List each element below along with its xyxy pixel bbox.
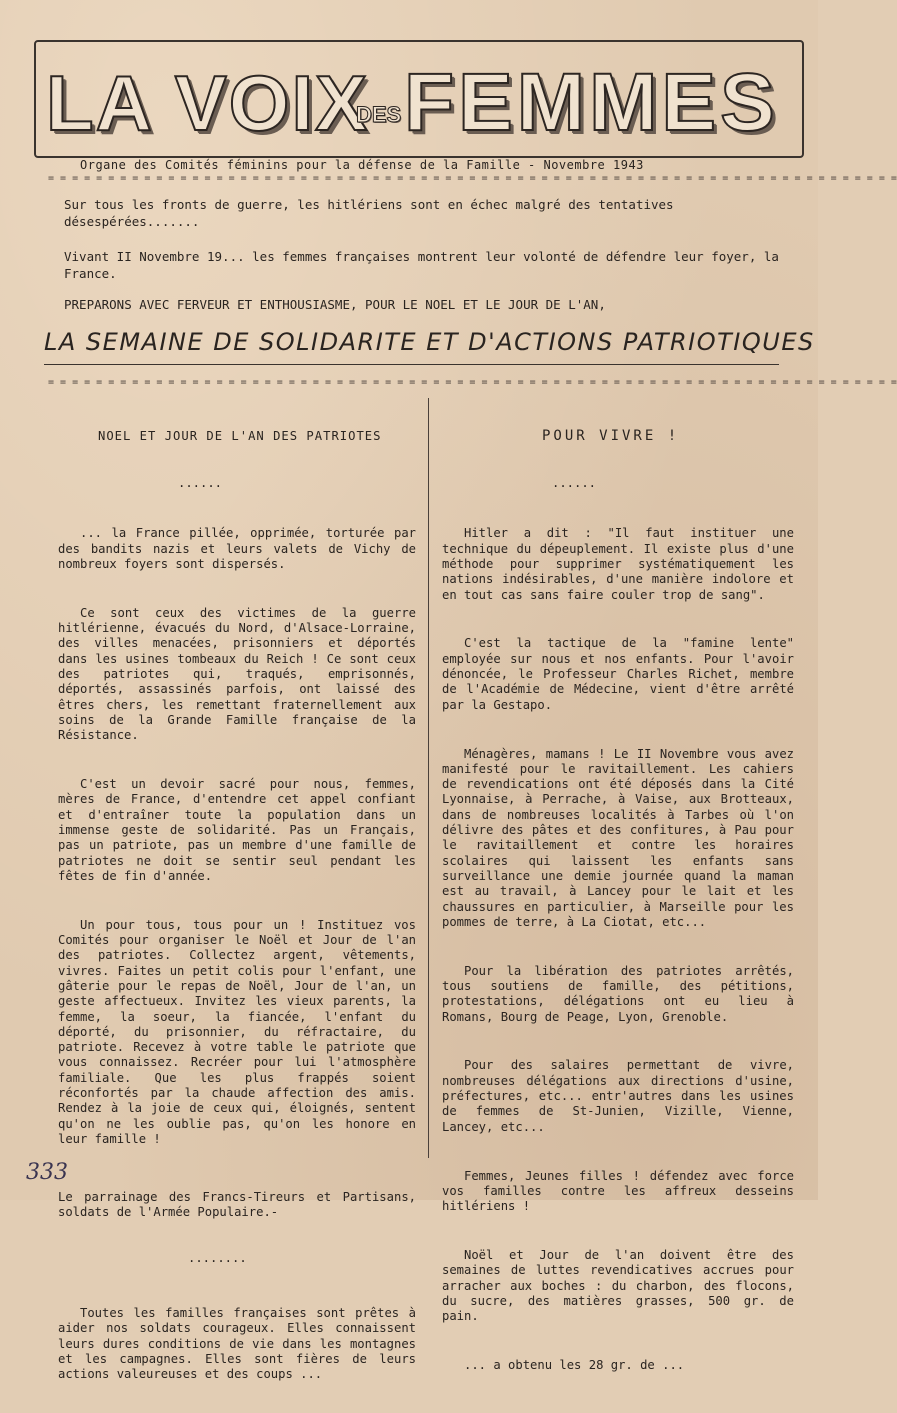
headline-underline	[44, 364, 779, 365]
rule-top: = = = = = = = = = = = = = = = = = = = = = = = = = = = = = = = = = = = = = = = = = = = = = = = = = = = = = = = = = = = = = = = = = = = = = = =	[48, 173, 897, 184]
masthead	[34, 40, 804, 158]
right-paragraph-6: Femmes, Jeunes filles ! défendez avec force vos familles contre les affreux desseins hitlériens !	[442, 1168, 802, 1214]
left-paragraph-5: Toutes les familles françaises sont prêtes à aider nos soldats courageux. Elles connaissent leurs dures conditions de vie dans les montagnes et les campagnes. Elles sont fières de leurs actions valeureuses et des coups ...	[58, 1305, 424, 1382]
headline: LA SEMAINE DE SOLIDARITE ET D'ACTIONS PATRIOTIQUES	[44, 328, 815, 356]
masthead-word-la-voix: LA VOIX	[46, 59, 370, 147]
left-column-heading: NOEL ET JOUR DE L'AN DES PATRIOTES	[98, 428, 382, 443]
right-paragraph-5: Pour des salaires permettant de vivre, nombreuses délégations aux directions d'usine, préfectures, etc... entr'autres dans les usines de femmes de St-Junien, Vizille, Vienne, Lancey, etc...	[442, 1058, 802, 1134]
left-paragraph-4: Un pour tous, tous pour un ! Instituez vos Comités pour organiser le Noël et Jour de l'an des patriotes. Collectez argent, vêtements, vivres. Faites un petit colis pour l'enfant, une gâterie pour le repas de Noël, Jour de l'an, un geste affectueux. Invitez les vieux parents, la femme, la soeur, la fiancée, l'enfant du déporté, du prisonnier, du réfractaire, du patriote. Recevez à votre table le patriote que vous connaissez. Recréer pour lui l'atmosphère familiale. Que les plus frappés soient réconfortés par la chaude affection des amis. Rendez à la joie de ceux qui, éloignés, sentent qu'on ne les oublie pas, qu'on les honore en leur famille !	[58, 917, 424, 1146]
right-column-dots: ......	[552, 476, 597, 491]
right-paragraph-7: Noël et Jour de l'an doivent être des semaines de luttes revendicatives accrues pour arracher aux boches : du charbon, des flocons, du sucre, des matières grasses, 500 gr. de pain.	[442, 1248, 802, 1324]
left-section-dots: ........	[188, 1251, 247, 1266]
left-paragraph-2: Ce sont ceux des victimes de la guerre hitlérienne, évacués du Nord, d'Alsace-Lorraine, des villes menacées, prisonniers et déportés dans les usines tombeaux du Reich ! Ce sont ceux des patriotes qui, traqués, emprisonnés, déportés, assassinés parfois, ont laissé des êtres chers, les remettant fraternellement aux soins de la Grande Famille française de la Résistance.	[58, 605, 424, 743]
subtitle: Organe des Comités féminins pour la défense de la Famille - Novembre 1943	[80, 158, 644, 172]
left-paragraph-1: ... la France pillée, opprimée, torturée par des bandits nazis et leurs valets de Vichy de nombreux foyers sont dispersés.	[58, 526, 424, 571]
intro-paragraph-1: Sur tous les fronts de guerre, les hitlériens sont en échec malgré des tentatives désespérées.......	[64, 197, 674, 229]
intro-call-to-action: PREPARONS AVEC FERVEUR ET ENTHOUSIASME, POUR LE NOEL ET LE JOUR DE L'AN,	[64, 297, 606, 312]
right-paragraph-2: C'est la tactique de la "famine lente" employée sur nous et nos enfants. Pour l'avoir dénoncée, le Professeur Charles Richet, membre de l'Académie de Médecine, vient d'être arrêté par la Gestapo.	[442, 636, 802, 712]
right-paragraph-8: ... a obtenu les 28 gr. de ...	[464, 1358, 685, 1373]
left-section-title: Le parrainage des Francs-Tireurs et Partisans, soldats de l'Armée Populaire.-	[58, 1189, 424, 1220]
masthead-word-femmes: FEMMES	[404, 57, 779, 148]
right-paragraph-1: Hitler a dit : "Il faut instituer une technique du dépeuplement. Il existe plus d'une méthode pour supprimer systématiquement les nations indésirables, d'une manière indolore et en tout cas sans faire couler trop de sang".	[442, 526, 802, 602]
left-column	[58, 398, 424, 1413]
intro-paragraph-2: Vivant II Novembre 19... les femmes françaises montrent leur volonté de défendre leur foyer, la France.	[64, 249, 779, 281]
masthead-word-des: DES	[356, 102, 402, 127]
right-column-heading: POUR VIVRE !	[542, 427, 680, 444]
left-column-dots: ......	[178, 476, 223, 491]
right-paragraph-4: Pour la libération des patriotes arrêtés, tous soutiens de famille, des pétitions, protestations, délégations ont eu lieu à Romans, Bourg de Peage, Lyon, Grenoble.	[442, 963, 802, 1024]
handwritten-page-number: 333	[26, 1160, 68, 1185]
left-paragraph-3: C'est un devoir sacré pour nous, femmes, mères de France, d'entendre cet appel confiant et d'entraîner toute la population dans un immense geste de solidarité. Pas un Français, pas un patriote, pas un membre d'une famille de patriotes ne doit se sentir seul pendant les fêtes de fin d'année.	[58, 777, 424, 883]
rule-middle: = = = = = = = = = = = = = = = = = = = = = = = = = = = = = = = = = = = = = = = = = = = = = = = = = = = = = = = = = = = = = = = = = = = = = = =	[48, 377, 897, 388]
column-divider	[428, 398, 429, 1158]
right-column	[442, 398, 802, 1404]
right-paragraph-3: Ménagères, mamans ! Le II Novembre vous avez manifesté pour le ravitaillement. Les cahiers de revendications ont été déposés dans la Cité Lyonnaise, à Perrache, à Vaise, aux Brotteaux, dans de nombreuses localités à Tarbes où l'on délivre des pâtes et des confitures, à Pau pour le ravitaillement et contre les horaires scolaires qui laissent les enfants sans surveillance une demie journée quand la maman est au travail, à Lancey pour le lait et les chaussures en particulier, à Marseille pour les pommes de terre, à La Ciotat, etc...	[442, 746, 802, 929]
